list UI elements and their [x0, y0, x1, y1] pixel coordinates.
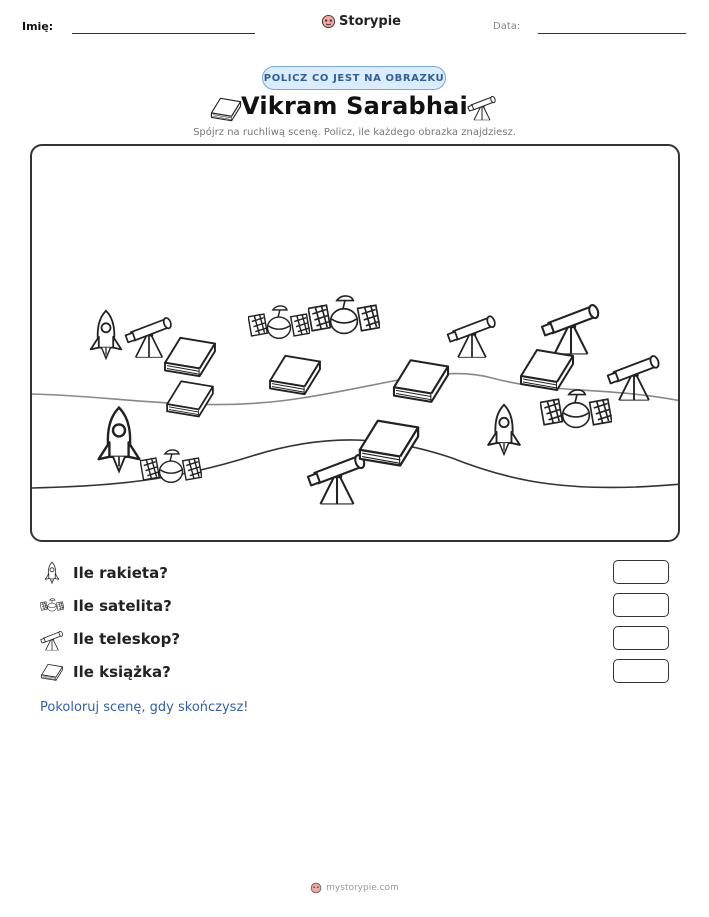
- activity-badge: POLICZ CO JEST NA OBRAZKU: [262, 66, 446, 90]
- rocket-icon: [91, 311, 122, 359]
- name-label: Imię:: [22, 20, 54, 33]
- book-icon: [394, 360, 448, 402]
- rocket-icon: [40, 561, 64, 585]
- book-icon: [40, 660, 64, 684]
- question-row-book: [40, 659, 171, 685]
- book-icon: [360, 421, 418, 466]
- telescope-icon: [308, 454, 366, 504]
- question-label: Ile teleskop?: [73, 630, 181, 648]
- book-icon: [165, 338, 215, 376]
- storypie-mascot-icon: [310, 882, 322, 894]
- storypie-mascot-icon: [321, 14, 336, 29]
- page-title: Vikram Sarabhai: [241, 92, 468, 120]
- coloring-note: Pokoloruj scenę, gdy skończysz!: [40, 700, 249, 715]
- telescope-icon: [126, 317, 173, 357]
- counting-scene: [30, 144, 680, 542]
- satellite-icon: [248, 306, 310, 338]
- answer-box-satellite[interactable]: [613, 593, 669, 617]
- satellite-icon: [40, 594, 64, 618]
- telescope-icon: [542, 304, 600, 354]
- satellite-icon: [140, 450, 202, 482]
- instructions: Spójrz na ruchliwą scenę. Policz, ile każdego obrazka znajdziesz.: [193, 127, 516, 138]
- question-row-satellite: [40, 593, 172, 619]
- telescope-icon: [608, 355, 660, 400]
- question-row-rocket: [40, 560, 168, 586]
- question-label: Ile rakieta?: [73, 564, 168, 582]
- book-icon: [521, 350, 573, 390]
- satellite-icon: [540, 390, 613, 428]
- date-line[interactable]: [538, 33, 686, 34]
- answer-box-telescope[interactable]: [613, 626, 669, 650]
- question-row-telescope: [40, 626, 180, 652]
- telescope-icon: [40, 627, 64, 651]
- rocket-icon: [488, 405, 520, 454]
- book-icon: [167, 381, 213, 416]
- brand-name: Storypie: [339, 14, 401, 29]
- question-label: Ile satelita?: [73, 597, 172, 615]
- footer-site: [0, 882, 709, 894]
- hill-line-back: [32, 373, 680, 404]
- scene-drawing: [32, 146, 680, 542]
- book-icon: [270, 356, 320, 394]
- answer-box-book[interactable]: [613, 659, 669, 683]
- brand-logo: [321, 14, 401, 29]
- telescope-icon: [448, 315, 497, 357]
- date-label: Data:: [493, 21, 521, 32]
- rocket-icon: [99, 408, 140, 472]
- site-url[interactable]: mystorypie.com: [326, 883, 399, 893]
- telescope-icon: [467, 91, 497, 121]
- satellite-icon: [308, 296, 381, 334]
- question-label: Ile książka?: [73, 663, 171, 681]
- answer-box-rocket[interactable]: [613, 560, 669, 584]
- name-line[interactable]: [72, 33, 255, 34]
